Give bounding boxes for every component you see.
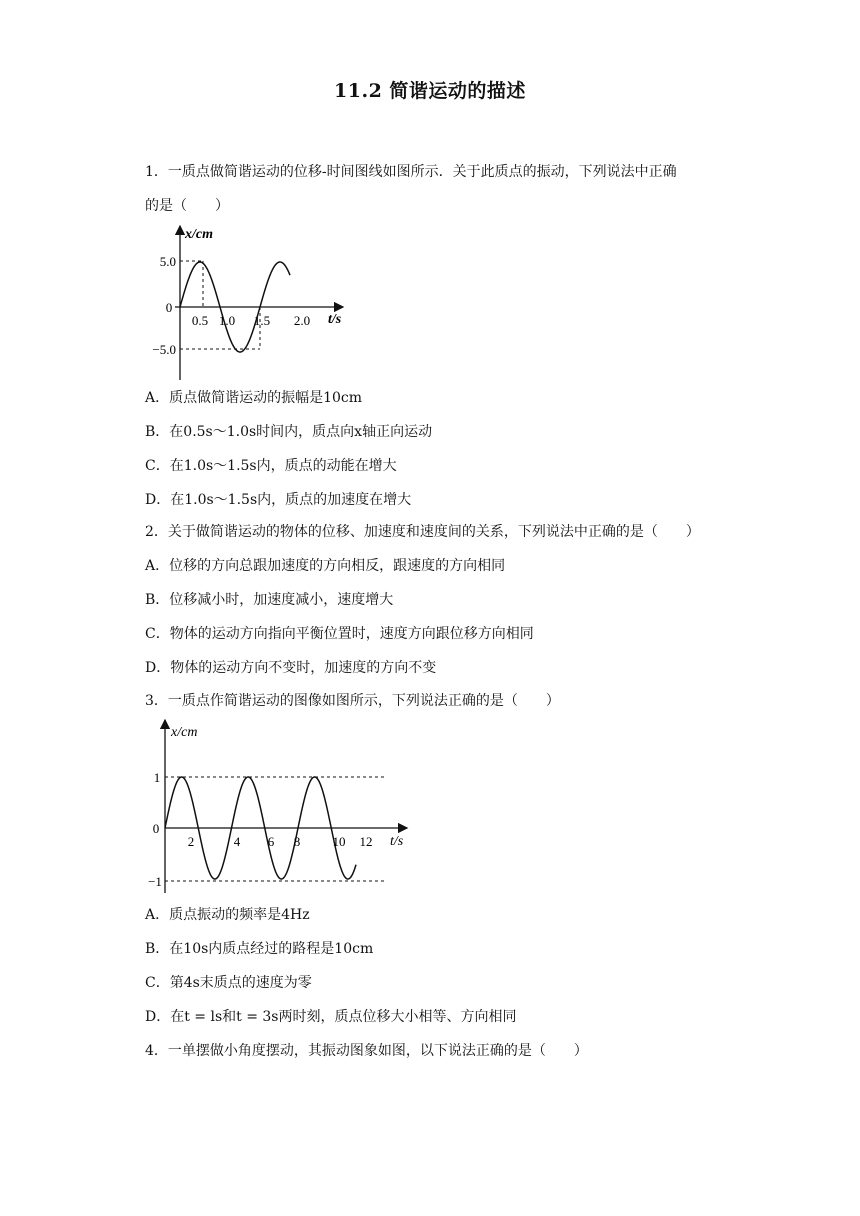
q2-option-b: B．位移减小时，加速度减小，速度增大 [145, 592, 394, 608]
q1-x-tick-1: 0.5 [191, 313, 209, 328]
q3-x-tick-12: 12 [359, 834, 373, 849]
q3-y-label: x/cm [171, 725, 198, 740]
page-title: 11.2 简谐运动的描述 [334, 80, 526, 102]
q1-option-d: D．在1.0s～1.5s内，质点的加速度在增大 [145, 492, 412, 508]
q3-x-tick-4: 4 [233, 834, 241, 849]
q3-y-tick-bottom: −1 [148, 874, 162, 889]
q1-x-label: t/s [328, 312, 342, 327]
q3-graph [145, 715, 415, 895]
q1-option-b: B．在0.5s～1.0s时间内，质点向x轴正向运动 [145, 424, 433, 440]
q1-stem-line2: 的是（ ） [145, 198, 229, 214]
q1-option-a: A．质点做简谐运动的振幅是10cm [145, 390, 363, 406]
q1-stem-line1: 1．一质点做简谐运动的位移-时间图线如图所示．关于此质点的振动，下列说法中正确 [145, 164, 677, 180]
q2-option-c: C．物体的运动方向指向平衡位置时，速度方向跟位移方向相同 [145, 626, 534, 642]
q1-y-tick-bottom: −5.0 [152, 342, 176, 357]
q2-stem: 2．关于做简谐运动的物体的位移、加速度和速度间的关系，下列说法中正确的是（ ） [145, 524, 700, 540]
q4-stem: 4．一单摆做小角度摆动，其振动图象如图，以下说法正确的是（ ） [145, 1043, 588, 1059]
q1-origin-label: 0 [165, 300, 173, 315]
q2-option-d: D．物体的运动方向不变时，加速度的方向不变 [145, 660, 437, 676]
q1-y-label: x/cm [185, 227, 213, 242]
q3-option-c: C．第4s末质点的速度为零 [145, 975, 312, 991]
q1-x-tick-3: 1.5 [253, 313, 271, 328]
q3-x-label: t/s [390, 834, 404, 849]
q3-x-tick-2: 2 [187, 834, 195, 849]
q3-option-d: D．在t = ls和t = 3s两时刻，质点位移大小相等、方向相同 [145, 1009, 517, 1025]
q3-x-tick-10: 10 [332, 834, 346, 849]
q3-y-tick-top: 1 [153, 770, 161, 785]
q1-graph [145, 220, 365, 385]
q2-option-a: A．位移的方向总跟加速度的方向相反，跟速度的方向相同 [145, 558, 506, 574]
q3-option-b: B．在10s内质点经过的路程是10cm [145, 941, 374, 957]
q1-option-c: C．在1.0s～1.5s内，质点的动能在增大 [145, 458, 397, 474]
q3-origin-label: 0 [152, 821, 160, 836]
q3-x-tick-8: 8 [293, 834, 301, 849]
q1-x-tick-2: 1.0 [218, 313, 236, 328]
q3-x-tick-6: 6 [267, 834, 275, 849]
q3-stem: 3．一质点作简谐运动的图像如图所示，下列说法正确的是（ ） [145, 693, 560, 709]
q3-option-a: A．质点振动的频率是4Hz [145, 907, 310, 923]
q1-y-tick-top: 5.0 [159, 254, 176, 269]
q1-x-tick-4: 2.0 [293, 313, 311, 328]
